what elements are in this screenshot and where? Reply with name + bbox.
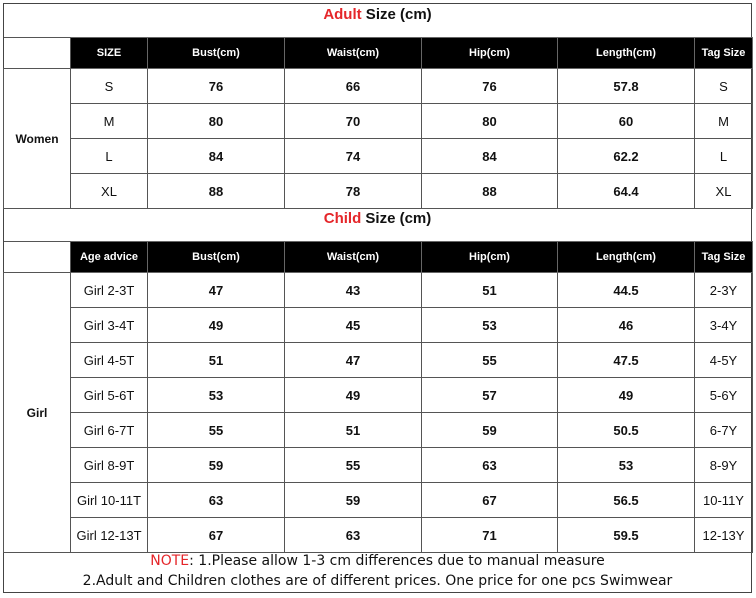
child-cell: 2-3Y <box>695 273 753 308</box>
child-header-cell: Hip(cm) <box>422 242 558 273</box>
adult-cell: M <box>695 104 753 139</box>
adult-cell: S <box>71 69 148 104</box>
child-table-row <box>4 378 753 413</box>
adult-cell: 70 <box>285 104 422 139</box>
child-cell: 55 <box>422 343 558 378</box>
adult-size-table <box>3 37 753 209</box>
child-cell: 59.5 <box>558 518 695 553</box>
adult-group-label: Women <box>4 69 71 209</box>
child-cell: 10-11Y <box>695 483 753 518</box>
adult-table-row <box>4 104 753 139</box>
adult-cell: XL <box>695 174 753 209</box>
adult-cell: 88 <box>422 174 558 209</box>
child-cell: Girl 12-13T <box>71 518 148 553</box>
child-table-row <box>4 273 753 308</box>
adult-header-cell: Tag Size <box>695 38 753 69</box>
child-cell: 53 <box>148 378 285 413</box>
adult-cell: M <box>71 104 148 139</box>
child-cell: 63 <box>148 483 285 518</box>
child-header-cell: Length(cm) <box>558 242 695 273</box>
child-cell: 49 <box>148 308 285 343</box>
child-cell: 59 <box>148 448 285 483</box>
adult-table-row <box>4 174 753 209</box>
child-cell: Girl 2-3T <box>71 273 148 308</box>
adult-cell: 74 <box>285 139 422 174</box>
adult-cell: 64.4 <box>558 174 695 209</box>
child-group-label: Girl <box>4 273 71 553</box>
child-header-row <box>4 242 753 273</box>
note-line-1 <box>3 553 752 569</box>
child-size-title <box>3 210 752 227</box>
child-cell: 55 <box>285 448 422 483</box>
adult-cell: 57.8 <box>558 69 695 104</box>
adult-title-accent: Adult <box>323 6 362 23</box>
child-cell: 6-7Y <box>695 413 753 448</box>
child-header-cell: Age advice <box>71 242 148 273</box>
adult-header-cell: Bust(cm) <box>148 38 285 69</box>
adult-cell: 76 <box>148 69 285 104</box>
child-cell: Girl 3-4T <box>71 308 148 343</box>
child-cell: 51 <box>148 343 285 378</box>
adult-header-blank <box>4 38 71 69</box>
child-cell: Girl 10-11T <box>71 483 148 518</box>
adult-cell: 80 <box>422 104 558 139</box>
child-cell: 63 <box>422 448 558 483</box>
adult-cell: 62.2 <box>558 139 695 174</box>
child-cell: 8-9Y <box>695 448 753 483</box>
child-cell: Girl 4-5T <box>71 343 148 378</box>
child-cell: 67 <box>422 483 558 518</box>
child-header-cell: Waist(cm) <box>285 242 422 273</box>
child-cell: 46 <box>558 308 695 343</box>
child-header-blank <box>4 242 71 273</box>
child-cell: 5-6Y <box>695 378 753 413</box>
adult-header-cell: Length(cm) <box>558 38 695 69</box>
adult-header-row <box>4 38 753 69</box>
child-cell: 49 <box>558 378 695 413</box>
adult-cell: 88 <box>148 174 285 209</box>
child-table-row <box>4 413 753 448</box>
note-line-1-text: : 1.Please allow 1-3 cm differences due to manual measure <box>189 553 605 569</box>
child-size-table <box>3 241 753 553</box>
adult-cell: 78 <box>285 174 422 209</box>
child-cell: 57 <box>422 378 558 413</box>
adult-cell: 84 <box>148 139 285 174</box>
child-cell: 55 <box>148 413 285 448</box>
child-cell: Girl 6-7T <box>71 413 148 448</box>
child-cell: 71 <box>422 518 558 553</box>
child-cell: 53 <box>558 448 695 483</box>
child-cell: 67 <box>148 518 285 553</box>
child-cell: 49 <box>285 378 422 413</box>
child-cell: 45 <box>285 308 422 343</box>
child-cell: 47 <box>285 343 422 378</box>
adult-cell: 76 <box>422 69 558 104</box>
child-cell: 59 <box>285 483 422 518</box>
child-header-cell: Bust(cm) <box>148 242 285 273</box>
child-table-row <box>4 308 753 343</box>
child-cell: 59 <box>422 413 558 448</box>
adult-cell: L <box>71 139 148 174</box>
child-title-rest: Size (cm) <box>361 210 432 227</box>
child-cell: 3-4Y <box>695 308 753 343</box>
adult-cell: XL <box>71 174 148 209</box>
adult-header-cell: SIZE <box>71 38 148 69</box>
adult-table-row <box>4 69 753 104</box>
child-cell: 51 <box>422 273 558 308</box>
adult-cell: 60 <box>558 104 695 139</box>
child-cell: 56.5 <box>558 483 695 518</box>
child-cell: 47.5 <box>558 343 695 378</box>
adult-cell: 66 <box>285 69 422 104</box>
adult-cell: S <box>695 69 753 104</box>
adult-cell: 84 <box>422 139 558 174</box>
note-prefix: NOTE <box>150 553 190 569</box>
child-title-accent: Child <box>323 210 362 227</box>
child-cell: 43 <box>285 273 422 308</box>
child-header-cell: Tag Size <box>695 242 753 273</box>
child-cell: 47 <box>148 273 285 308</box>
adult-header-cell: Waist(cm) <box>285 38 422 69</box>
adult-size-title <box>3 6 752 23</box>
child-cell: Girl 8-9T <box>71 448 148 483</box>
adult-header-cell: Hip(cm) <box>422 38 558 69</box>
child-cell: Girl 5-6T <box>71 378 148 413</box>
child-cell: 12-13Y <box>695 518 753 553</box>
adult-cell: 80 <box>148 104 285 139</box>
adult-table-row <box>4 139 753 174</box>
child-cell: 63 <box>285 518 422 553</box>
child-table-row <box>4 343 753 378</box>
child-table-row <box>4 448 753 483</box>
child-cell: 4-5Y <box>695 343 753 378</box>
adult-title-rest: Size (cm) <box>361 6 432 23</box>
child-cell: 51 <box>285 413 422 448</box>
child-table-row <box>4 483 753 518</box>
child-cell: 44.5 <box>558 273 695 308</box>
note-line-2: 2.Adult and Children clothes are of different prices. One price for one pcs Swimwear <box>82 573 673 589</box>
child-cell: 50.5 <box>558 413 695 448</box>
child-cell: 53 <box>422 308 558 343</box>
child-table-row <box>4 518 753 553</box>
adult-cell: L <box>695 139 753 174</box>
